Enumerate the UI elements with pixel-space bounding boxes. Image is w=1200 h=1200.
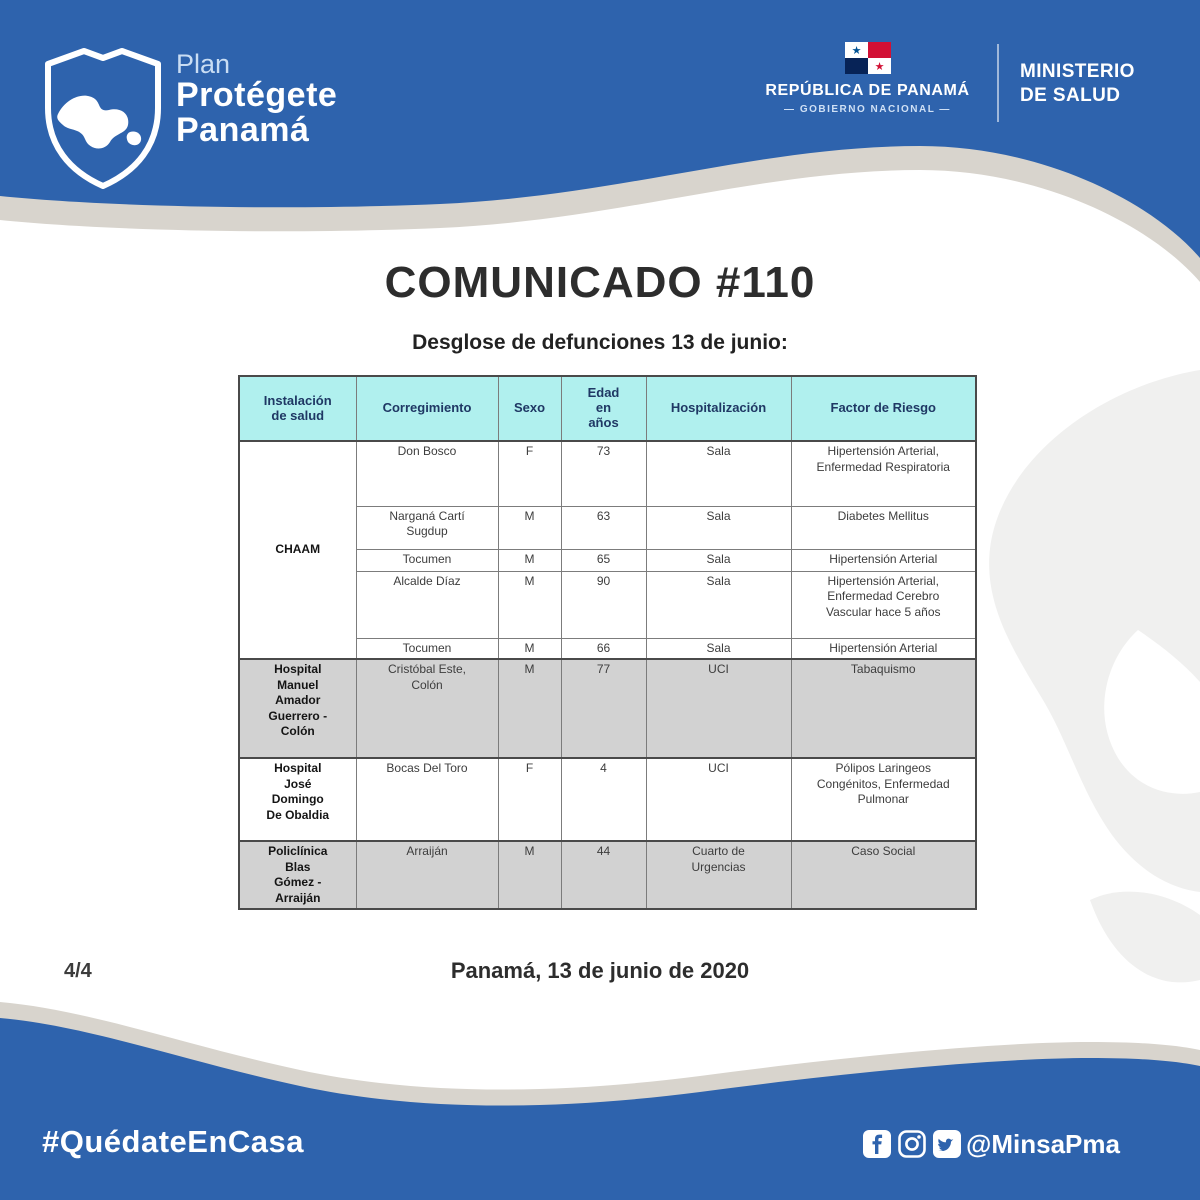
factor-cell: Caso Social	[791, 841, 976, 909]
header-divider	[997, 44, 999, 122]
edad-cell: 44	[561, 841, 646, 909]
plan-protegete-logo	[38, 32, 168, 192]
hospitalizacion-cell: UCI	[646, 758, 791, 841]
sexo-cell: M	[498, 571, 561, 638]
edad-cell: 77	[561, 659, 646, 758]
table-row	[239, 441, 976, 506]
col-header-hospitalizacion: Hospitalización	[646, 376, 791, 441]
corregimiento-cell: Cristóbal Este, Colón	[356, 659, 498, 758]
hospitalizacion-cell: Cuarto de Urgencias	[646, 841, 791, 909]
table-row	[239, 758, 976, 841]
hospitalizacion-cell: Sala	[646, 549, 791, 571]
sexo-cell: M	[498, 659, 561, 758]
edad-cell: 73	[561, 441, 646, 506]
factor-cell: Hipertensión Arterial, Enfermedad Respiratoria	[791, 441, 976, 506]
republic-title: REPÚBLICA DE PANAMÁ	[765, 82, 970, 99]
edad-cell: 4	[561, 758, 646, 841]
facility-cell: Policlínica Blas Gómez - Arraiján	[239, 841, 356, 909]
social-icons	[862, 1129, 962, 1159]
edad-cell: 90	[561, 571, 646, 638]
corregimiento-cell: Arraiján	[356, 841, 498, 909]
logo-line-protegete: Protégete	[176, 76, 338, 115]
factor-cell: Diabetes Mellitus	[791, 506, 976, 549]
edad-cell: 63	[561, 506, 646, 549]
corregimiento-cell: Alcalde Díaz	[356, 571, 498, 638]
logo-wordmark	[176, 50, 337, 149]
facility-cell: CHAAM	[239, 441, 356, 659]
deaths-table-wrap	[238, 375, 977, 910]
header-wave	[0, 0, 1200, 300]
facility-cell: Hospital Manuel Amador Guerrero - Colón	[239, 659, 356, 758]
page-title: COMUNICADO #110	[384, 258, 816, 307]
col-header-sexo: Sexo	[498, 376, 561, 441]
sexo-cell: M	[498, 549, 561, 571]
col-header-edad: Edad en años	[561, 376, 646, 441]
footer-wave	[0, 1000, 1200, 1200]
svg-text:★: ★	[851, 45, 861, 57]
sexo-cell: F	[498, 441, 561, 506]
col-header-factor: Factor de Riesgo	[791, 376, 976, 441]
deaths-table	[238, 375, 977, 910]
hospitalizacion-cell: UCI	[646, 659, 791, 758]
factor-cell: Tabaquismo	[791, 659, 976, 758]
col-header-corregimiento: Corregimiento	[356, 376, 498, 441]
corregimiento-cell: Don Bosco	[356, 441, 498, 506]
hospitalizacion-cell: Sala	[646, 441, 791, 506]
corregimiento-cell: Tocumen	[356, 638, 498, 659]
corregimiento-cell: Narganá Cartí Sugdup	[356, 506, 498, 549]
factor-cell: Hipertensión Arterial	[791, 549, 976, 571]
sexo-cell: M	[498, 638, 561, 659]
sexo-cell: M	[498, 506, 561, 549]
svg-text:★: ★	[874, 61, 884, 73]
facebook-icon	[862, 1129, 892, 1159]
hospitalizacion-cell: Sala	[646, 571, 791, 638]
corregimiento-cell: Bocas Del Toro	[356, 758, 498, 841]
hospitalizacion-cell: Sala	[646, 506, 791, 549]
panama-flag-icon	[845, 42, 891, 74]
edad-cell: 65	[561, 549, 646, 571]
factor-cell: Pólipos Laringeos Congénitos, Enfermedad Pulmonar	[791, 758, 976, 841]
col-header-instalacion: Instalación de salud	[239, 376, 356, 441]
national-government-subtitle: — GOBIERNO NACIONAL —	[784, 104, 951, 115]
government-block	[740, 42, 995, 115]
ministry-block	[1020, 60, 1135, 108]
twitter-icon	[932, 1129, 962, 1159]
table-row	[239, 659, 976, 758]
sexo-cell: F	[498, 758, 561, 841]
table-header-row	[239, 376, 976, 441]
hospitalizacion-cell: Sala	[646, 638, 791, 659]
logo-line-plan: Plan	[176, 49, 231, 79]
edad-cell: 66	[561, 638, 646, 659]
ministry-line-2: DE SALUD	[1020, 84, 1121, 106]
ministry-line-1: MINISTERIO	[1020, 61, 1135, 82]
shield-logo-icon	[38, 32, 168, 192]
logo-line-panama: Panamá	[176, 111, 310, 150]
factor-cell: Hipertensión Arterial, Enfermedad Cerebro Vascular hace 5 años	[791, 571, 976, 638]
sexo-cell: M	[498, 841, 561, 909]
page-indicator: 4/4	[64, 960, 92, 982]
corregimiento-cell: Tocumen	[356, 549, 498, 571]
facility-cell: Hospital José Domingo De Obaldia	[239, 758, 356, 841]
social-handle: @MinsaPma	[966, 1129, 1120, 1159]
factor-cell: Hipertensión Arterial	[791, 638, 976, 659]
date-line: Panamá, 13 de junio de 2020	[450, 958, 750, 983]
stay-home-hashtag: #QuédateEnCasa	[42, 1124, 304, 1159]
page-subtitle: Desglose de defunciones 13 de junio:	[412, 331, 788, 354]
instagram-icon	[897, 1129, 927, 1159]
table-row	[239, 841, 976, 909]
